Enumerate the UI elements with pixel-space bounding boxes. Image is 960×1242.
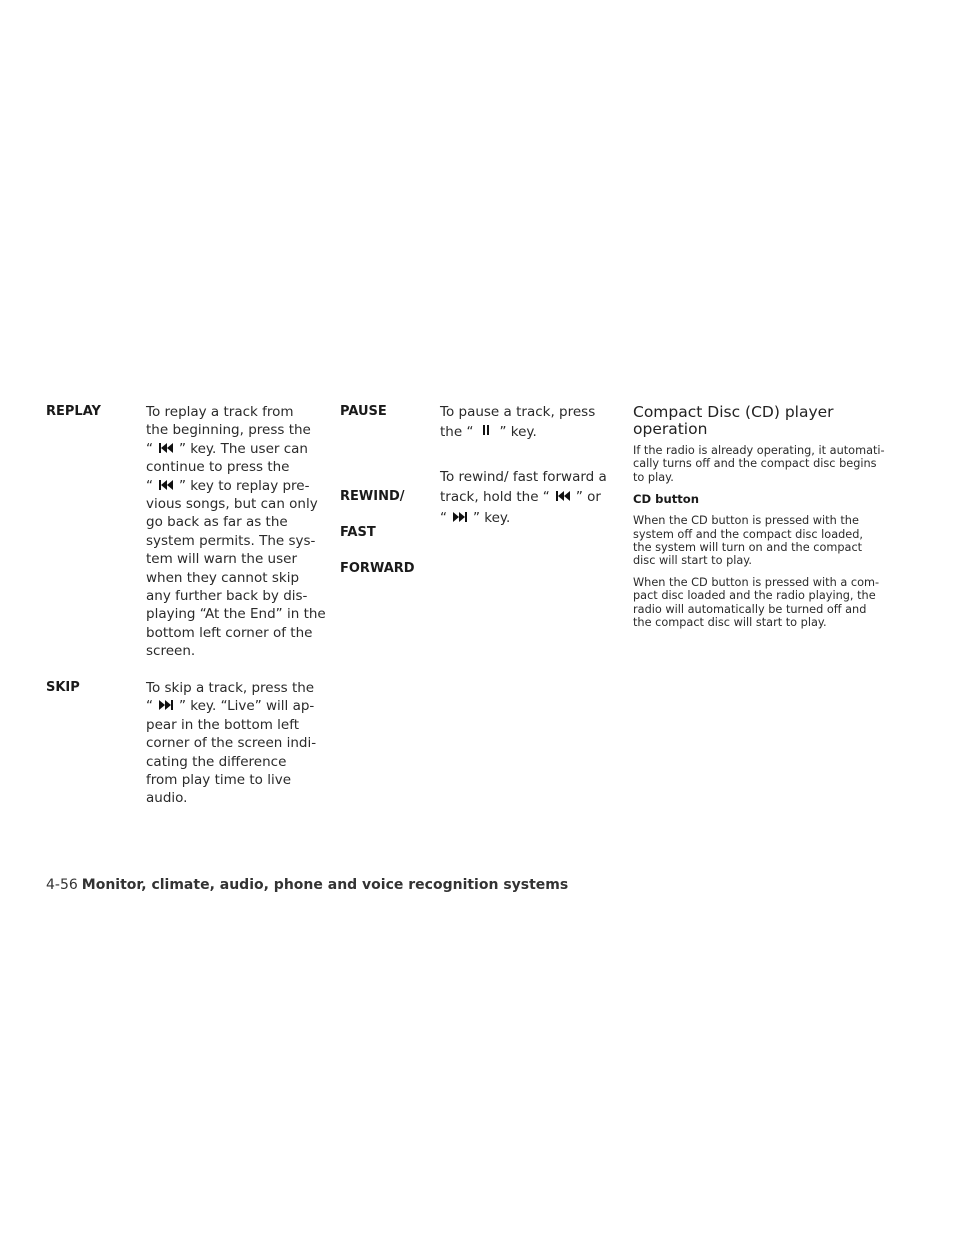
term-skip: SKIP	[46, 680, 80, 695]
text-fragment: track, hold the “	[440, 489, 550, 506]
text-line	[146, 697, 326, 715]
text-line: to play.	[633, 470, 674, 484]
text-line: To skip a track, press the	[146, 680, 315, 696]
text-line	[440, 488, 620, 506]
page-footer	[46, 877, 568, 893]
replay-description	[146, 403, 326, 661]
quote-open: “	[146, 440, 153, 457]
skip-previous-icon	[157, 442, 175, 454]
skip-next-icon	[451, 511, 469, 523]
text-fragment: ” key.	[499, 424, 537, 441]
skip-previous-icon	[554, 490, 572, 502]
text-line: screen.	[146, 643, 196, 660]
skip-previous-icon	[157, 479, 175, 491]
cd-section	[633, 404, 913, 629]
text-line: audio.	[146, 790, 188, 807]
text-line: pear in the bottom left	[146, 716, 300, 733]
term-rewind-fast-forward	[340, 470, 415, 596]
text-line: continue to press the	[146, 459, 290, 476]
heading-line: Compact Disc (CD) player	[633, 403, 834, 421]
text-fragment: ” or	[575, 489, 601, 506]
text-line: system permits. The sys-	[146, 532, 316, 549]
text-line: bottom left corner of the	[146, 624, 313, 641]
text-line	[146, 440, 326, 458]
text-line: disc will start to play.	[633, 554, 752, 568]
pause-icon	[477, 425, 495, 437]
rewind-description	[440, 468, 620, 527]
text-line: cally turns off and the compact disc begins	[633, 457, 877, 471]
term-pause: PAUSE	[340, 404, 387, 419]
text-line	[440, 509, 620, 527]
text-line: the system will turn on and the compact	[633, 541, 863, 555]
text-line: system off and the compact disc loaded,	[633, 527, 863, 541]
heading-line: operation	[633, 420, 708, 438]
paragraph-intro	[633, 444, 913, 484]
text-line: from play time to live	[146, 772, 292, 789]
text-line: the compact disc will start to play.	[633, 616, 827, 630]
text-line: When the CD button is pressed with the	[633, 514, 859, 528]
term-line: REWIND/	[340, 489, 405, 504]
paragraph-cd-off	[633, 514, 913, 568]
quote-open: “	[146, 477, 153, 494]
section-title: Monitor, climate, audio, phone and voice recognition systems	[81, 877, 569, 893]
section-heading	[633, 404, 913, 438]
quote-open: “	[440, 509, 447, 526]
text-line: when they cannot skip	[146, 569, 300, 586]
text-line: radio will automatically be turned off and	[633, 602, 867, 616]
text-line: To replay a track from	[146, 404, 294, 420]
text-fragment: ” key.	[473, 509, 511, 526]
subheading-cd-button: CD button	[633, 492, 700, 507]
text-fragment: the “	[440, 424, 474, 441]
text-line: cating the difference	[146, 753, 287, 770]
skip-next-icon	[157, 699, 175, 711]
text-fragment: ” key. “Live” will ap-	[179, 698, 315, 715]
quote-open: “	[146, 698, 153, 715]
page-number: 4-56	[46, 877, 78, 893]
term-line: FAST	[340, 525, 376, 540]
paragraph-cd-radio-playing	[633, 576, 913, 630]
text-line: corner of the screen indi-	[146, 735, 317, 752]
text-line: the beginning, press the	[146, 422, 311, 439]
text-line	[146, 477, 326, 495]
skip-description	[146, 679, 326, 808]
text-line: go back as far as the	[146, 514, 288, 531]
text-line: To pause a track, press	[440, 404, 596, 420]
text-line: tem will warn the user	[146, 551, 297, 568]
text-line: To rewind/ fast forward a	[440, 469, 607, 485]
text-line: pact disc loaded and the radio playing, the	[633, 589, 876, 603]
text-line: When the CD button is pressed with a com-	[633, 575, 880, 589]
text-line	[440, 423, 620, 441]
text-fragment: ” key. The user can	[179, 440, 308, 457]
text-line: playing “At the End” in the	[146, 606, 326, 623]
term-line: FORWARD	[340, 561, 415, 576]
text-line: vious songs, but can only	[146, 496, 318, 513]
text-fragment: ” key to replay pre-	[179, 477, 310, 494]
pause-description	[440, 403, 620, 442]
term-replay: REPLAY	[46, 404, 101, 419]
text-line: If the radio is already operating, it automati-	[633, 444, 885, 457]
text-line: any further back by dis-	[146, 588, 308, 605]
